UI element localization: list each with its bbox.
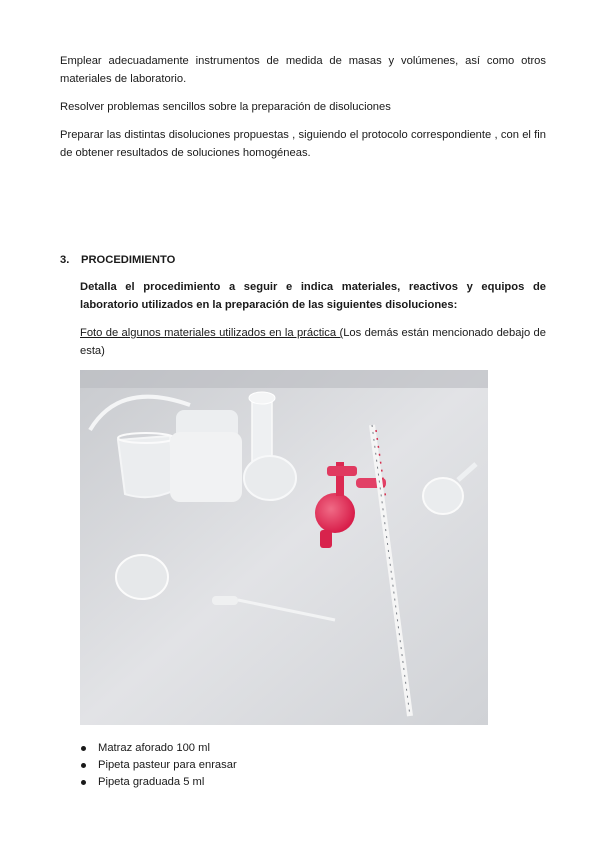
material-label: Pipeta graduada 5 ml xyxy=(98,776,205,788)
section-heading xyxy=(60,254,175,266)
photo-caption xyxy=(80,324,546,360)
section-title: PROCEDIMIENTO xyxy=(81,254,176,266)
watch-glass-left xyxy=(116,555,168,599)
list-item xyxy=(80,740,237,757)
section-number: 3. xyxy=(60,254,70,266)
objective-paragraph-2: Resolver problemas sencillos sobre la preparación de disoluciones xyxy=(60,101,391,113)
bullet-icon xyxy=(81,763,86,768)
beaker xyxy=(118,433,175,497)
objective-paragraph-1: Emplear adecuadamente instrumentos de medida de masas y volúmenes, así como otros materiales de laboratorio. xyxy=(60,55,546,85)
photo-caption-underlined: Foto de algunos materiales utilizados en la práctica ( xyxy=(80,327,344,339)
material-label: Pipeta pasteur para enrasar xyxy=(98,759,237,771)
bullet-icon xyxy=(81,780,86,785)
material-label: Matraz aforado 100 ml xyxy=(98,742,210,754)
bullet-icon xyxy=(81,746,86,751)
list-item xyxy=(80,774,237,791)
instruction-paragraph: Detalla el procedimiento a seguir e indica materiales, reactivos y equipos de laboratorio utilizados en la preparación de las siguientes disoluciones: xyxy=(80,281,546,311)
lab-materials-photo xyxy=(80,370,488,725)
materials-list xyxy=(80,740,237,791)
list-item xyxy=(80,757,237,774)
photo-caption-rest: Los demás están mencionado debajo de esta) xyxy=(80,327,546,357)
objective-paragraph-3: Preparar las distintas disoluciones propuestas , siguiendo el protocolo correspondiente , con el fin de obtener resultados de soluciones homogéneas. xyxy=(60,129,546,159)
